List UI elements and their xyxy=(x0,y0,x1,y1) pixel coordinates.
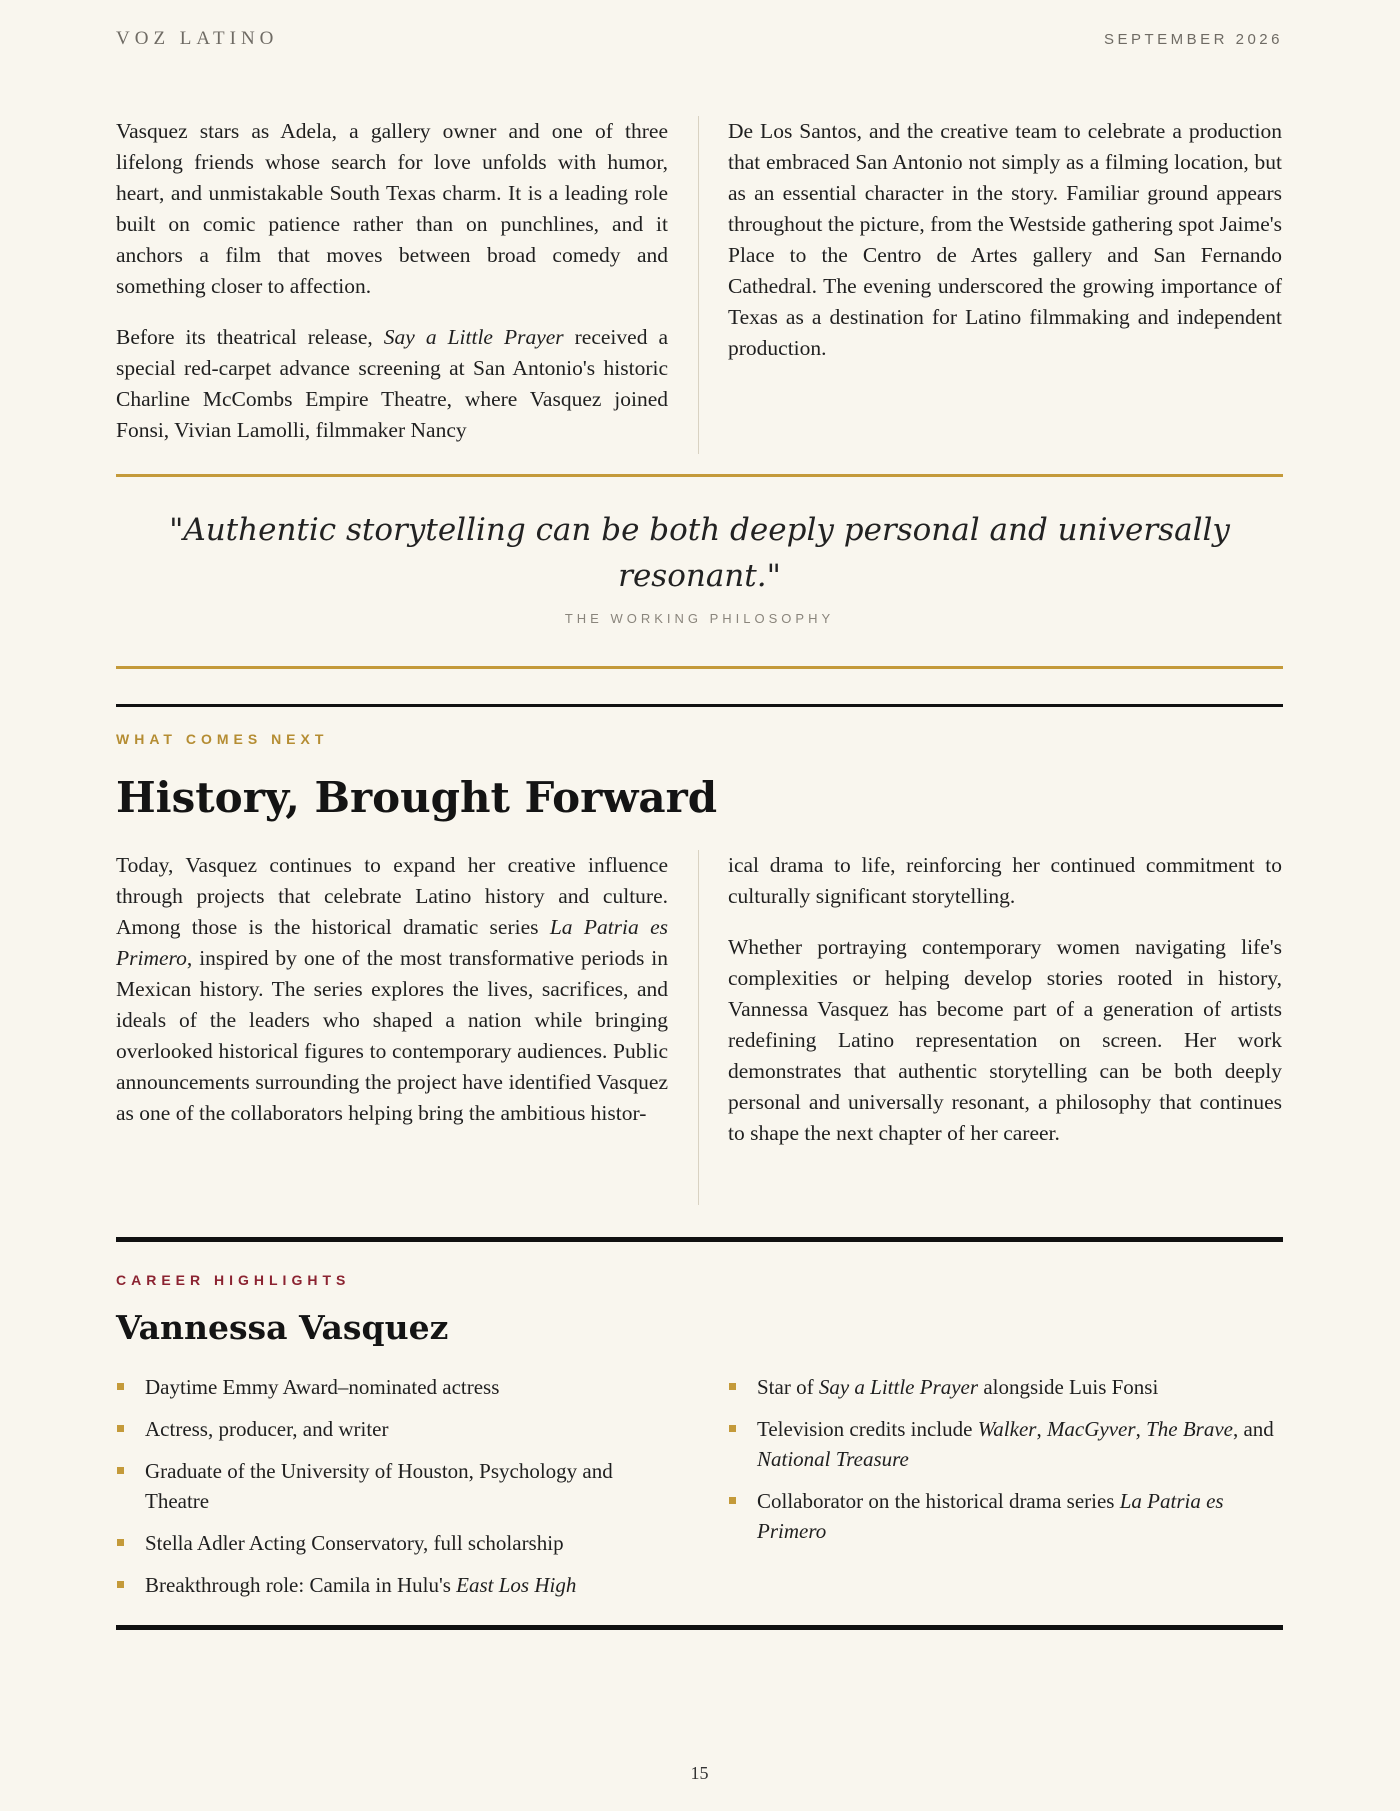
square-bullet-icon xyxy=(729,1425,736,1432)
section-kicker: WHAT COMES NEXT xyxy=(116,731,329,747)
highlights-left-list xyxy=(116,1372,699,1612)
masthead: VOZ LATINO xyxy=(116,28,279,49)
list-item-text: Breakthrough role: Camila in Hulu's xyxy=(145,1573,457,1597)
intro-right-column xyxy=(699,116,1282,454)
intro-paragraph-2 xyxy=(116,322,668,446)
list-item xyxy=(728,1372,1282,1402)
film-title: Say a Little Prayer xyxy=(818,1375,979,1399)
separator: , xyxy=(1135,1417,1147,1441)
pull-quote-block xyxy=(156,507,1243,626)
list-item-text: alongside Luis Fonsi xyxy=(978,1375,1159,1399)
text-run: received a special red-carpet advance screening at San Antonio's historic Charline McCombs Empire Theatre, where Vasquez joined Fonsi, Vivian Lamolli, filmmaker Nancy xyxy=(116,325,668,442)
pull-quote: "Authentic storytelling can be both deeply personal and universally resonant." xyxy=(169,512,1230,594)
list-item xyxy=(116,1570,659,1600)
show-title: The Brave xyxy=(1146,1417,1233,1441)
list-item-text: Daytime Emmy Award–nominated actress xyxy=(145,1375,500,1399)
list-item xyxy=(116,1528,659,1558)
highlights-bottom-rule xyxy=(116,1625,1283,1630)
page-header xyxy=(116,28,1283,50)
list-item xyxy=(116,1414,659,1444)
highlights-top-rule xyxy=(116,1237,1283,1242)
pull-quote-attribution: THE WORKING PHILOSOPHY xyxy=(564,611,835,626)
intro-columns xyxy=(116,116,1283,454)
list-item xyxy=(728,1414,1282,1474)
separator: , and xyxy=(1232,1417,1274,1441)
next-paragraph-1 xyxy=(116,850,668,1129)
quote-bottom-rule xyxy=(116,666,1283,669)
show-title: MacGyver xyxy=(1046,1417,1136,1441)
next-right-column xyxy=(699,850,1282,1205)
show-title: Walker xyxy=(977,1417,1037,1441)
list-item-text: Star of xyxy=(757,1375,819,1399)
show-title: East Los High xyxy=(456,1573,577,1597)
list-item-text: Stella Adler Acting Conservatory, full scholarship xyxy=(145,1531,564,1555)
text-run: Before its theatrical release, xyxy=(116,325,384,349)
next-left-column xyxy=(116,850,699,1205)
square-bullet-icon xyxy=(729,1383,736,1390)
list-item xyxy=(728,1486,1282,1546)
list-item-text: Graduate of the University of Houston, Psychology and Theatre xyxy=(145,1459,613,1513)
series-title: La Patria es Primero xyxy=(757,1489,1224,1543)
career-highlights xyxy=(116,1372,1283,1612)
highlights-kicker: CAREER HIGHLIGHTS xyxy=(116,1272,351,1288)
list-item xyxy=(116,1372,659,1402)
next-paragraph-2: ical drama to life, reinforcing her continued commitment to culturally significant storytelling. xyxy=(728,853,1282,908)
list-item-text: Collaborator on the historical drama series xyxy=(757,1489,1120,1513)
intro-paragraph-3: De Los Santos, and the creative team to celebrate a production that embraced San Antonio not simply as a filming location, but as an essential character in the story. Familiar ground appears throughout the picture, from the Westside gathering spot Jaime's Place to the Centro de Artes gallery and San Fernando Cathedral. The evening underscored the growing importance of Texas as a destination for Latino filmmaking and independent production. xyxy=(728,119,1282,360)
film-title: Say a Little Prayer xyxy=(383,325,564,349)
square-bullet-icon xyxy=(117,1539,124,1546)
separator: , xyxy=(1036,1417,1047,1441)
intro-left-column xyxy=(116,116,699,454)
square-bullet-icon xyxy=(729,1497,736,1504)
highlights-right-list xyxy=(699,1372,1282,1612)
show-title: National Treasure xyxy=(757,1447,909,1471)
square-bullet-icon xyxy=(117,1383,124,1390)
issue-date: SEPTEMBER 2026 xyxy=(1103,30,1283,48)
square-bullet-icon xyxy=(117,1467,124,1474)
next-paragraph-3: Whether portraying contemporary women navigating life's complexities or helping develop stories rooted in history, Vannessa Vasquez has become part of a generation of artists redefining Latino representation on screen. Her work demonstrates that authentic storytelling can be both deeply personal and universally resonant, a philosophy that continues to shape the next chapter of her career. xyxy=(728,935,1282,1145)
list-item-text: Television credits include xyxy=(757,1417,978,1441)
section-title: History, Brought Forward xyxy=(116,773,718,822)
text-run: Today, Vasquez continues to expand her creative influence through projects that celebrate Latino history and culture. Among those is the historical dramatic series xyxy=(116,853,668,939)
next-columns xyxy=(116,850,1283,1205)
text-run: , inspired by one of the most transformative periods in Mexican history. The series explores the lives, sacrifices, and ideals of the leaders who shaped a nation while bringing overlooked historical figures to contemporary audiences. Public announcements surrounding the project have identified Vasquez as one of the collaborators helping bring the ambitious histor- xyxy=(116,946,668,1125)
page-number: 15 xyxy=(690,1763,709,1783)
magazine-page xyxy=(116,0,1283,1811)
highlights-name: Vannessa Vasquez xyxy=(116,1308,449,1347)
square-bullet-icon xyxy=(117,1425,124,1432)
intro-paragraph-1: Vasquez stars as Adela, a gallery owner and one of three lifelong friends whose search for love unfolds with humor, heart, and unmistakable South Texas charm. It is a leading role built on comic patience rather than on punchlines, and it anchors a film that moves between broad comedy and something closer to affection. xyxy=(116,119,668,298)
list-item xyxy=(116,1456,659,1516)
series-title: La Patria es Primero xyxy=(116,915,668,970)
square-bullet-icon xyxy=(117,1581,124,1588)
list-item-text: Actress, producer, and writer xyxy=(145,1417,389,1441)
section-rule xyxy=(116,704,1283,707)
quote-top-rule xyxy=(116,474,1283,477)
